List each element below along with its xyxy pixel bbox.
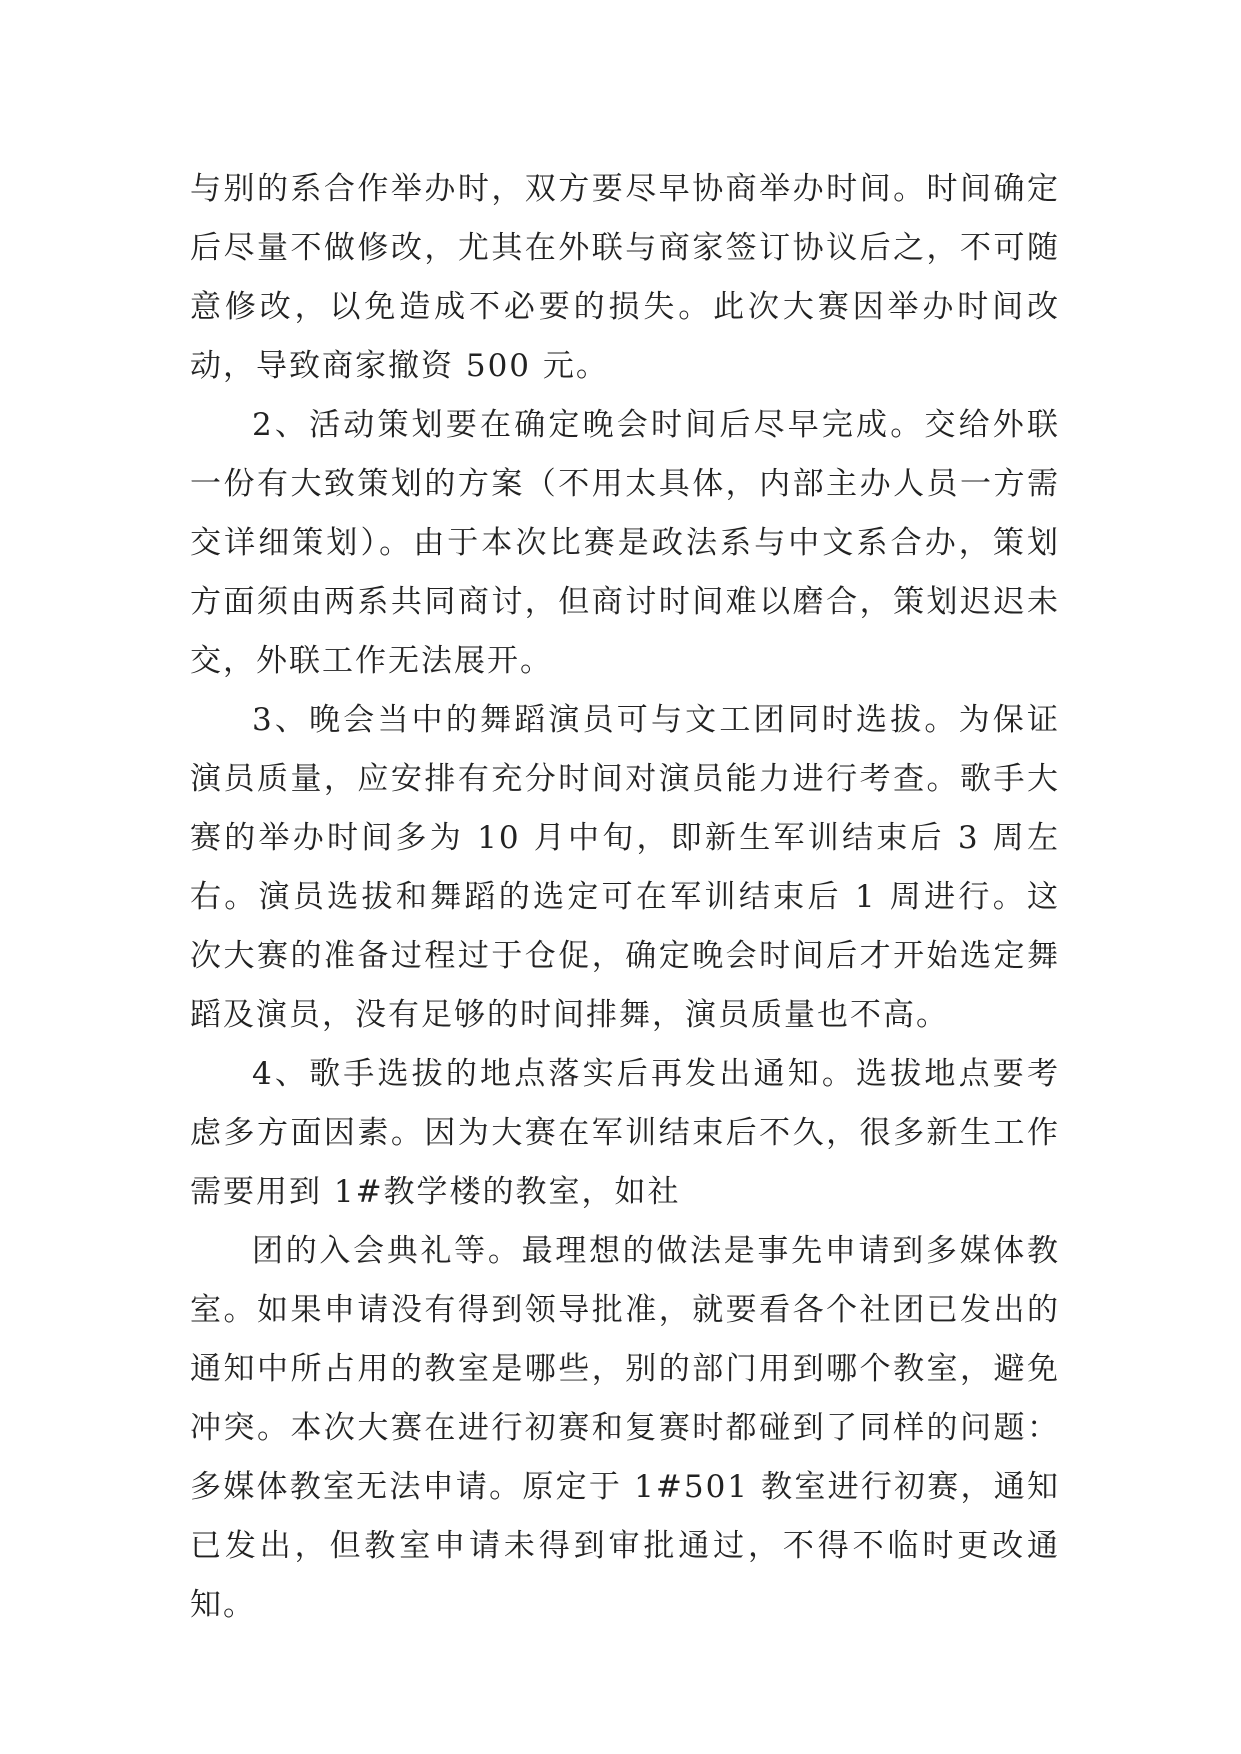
document-body (190, 160, 1060, 1635)
paragraph-5: 团的入会典礼等。最理想的做法是事先申请到多媒体教室。如果申请没有得到领导批准，就要看各个社团已发出的通知中所占用的教室是哪些，别的部门用到哪个教室，避免冲突。本次大赛在进行初赛和复赛时都碰到了同样的问题：多媒体教室无法申请。原定于 1#501 教室进行初赛，通知已发出，但教室申请未得到审批通过，不得不临时更改通知。 (190, 1233, 1060, 1623)
paragraph-1: 与别的系合作举办时，双方要尽早协商举办时间。时间确定后尽量不做修改，尤其在外联与商家签订协议后之，不可随意修改，以免造成不必要的损失。此次大赛因举办时间改动，导致商家撤资 500 元。 (190, 171, 1060, 384)
paragraph-3: 3、晚会当中的舞蹈演员可与文工团同时选拔。为保证演员质量，应安排有充分时间对演员能力进行考查。歌手大赛的举办时间多为 10 月中旬，即新生军训结束后 3 周左右。演员选拔和舞蹈的选定可在军训结束后 1 周进行。这次大赛的准备过程过于仓促，确定晚会时间后才开始选定舞蹈及演员，没有足够的时间排舞，演员质量也不高。 (190, 702, 1060, 1033)
paragraph-4: 4、歌手选拔的地点落实后再发出通知。选拔地点要考虑多方面因素。因为大赛在军训结束后不久，很多新生工作需要用到 1#教学楼的教室，如社 (190, 1056, 1060, 1210)
paragraph-2: 2、活动策划要在确定晚会时间后尽早完成。交给外联一份有大致策划的方案（不用太具体，内部主办人员一方需交详细策划）。由于本次比赛是政法系与中文系合办，策划方面须由两系共同商讨，但商讨时间难以磨合，策划迟迟未交，外联工作无法展开。 (190, 407, 1060, 679)
